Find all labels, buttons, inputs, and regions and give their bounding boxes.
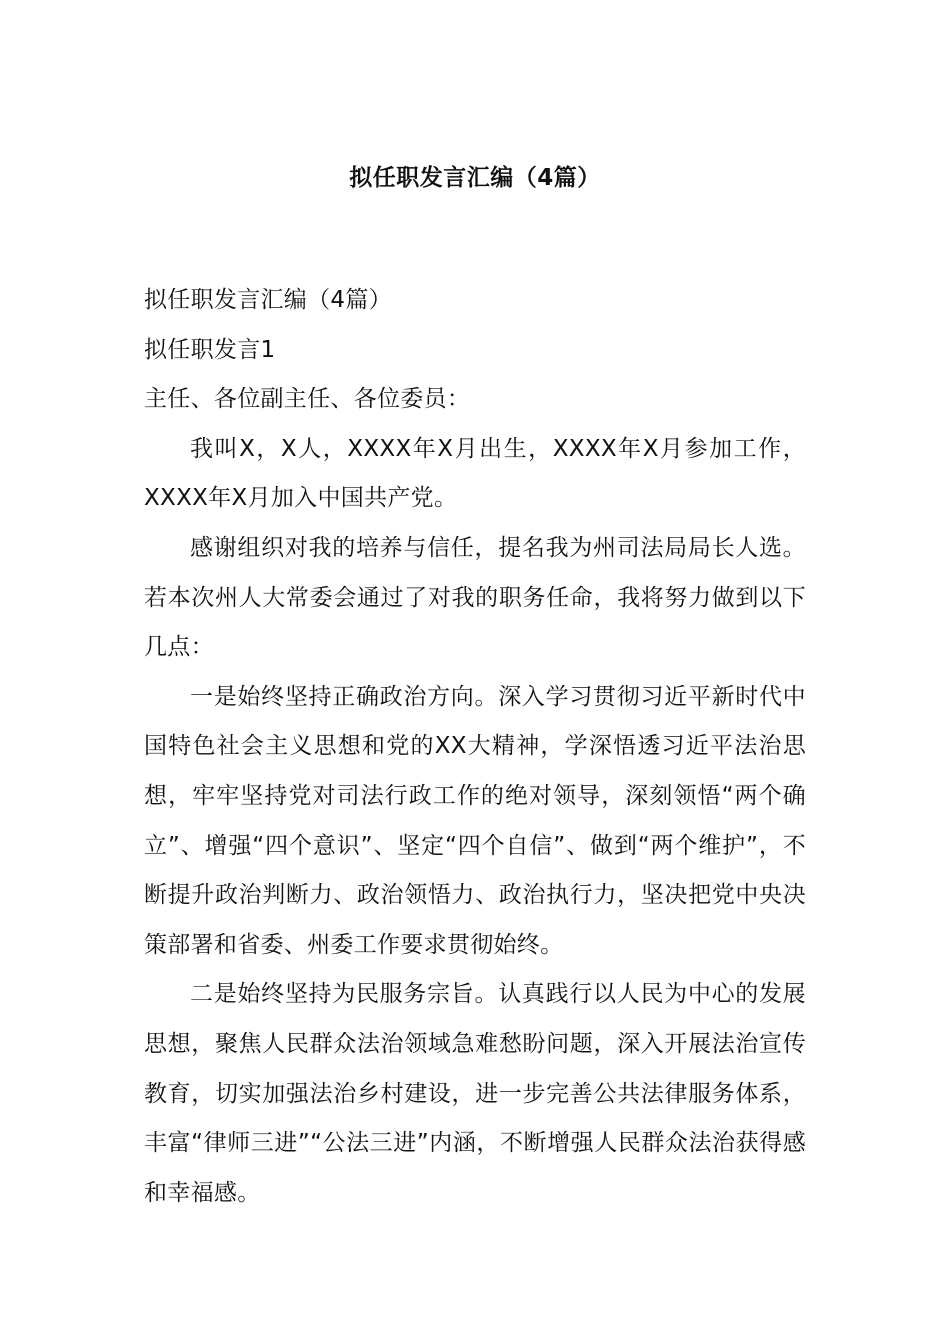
paragraph-gratitude: 感谢组织对我的培养与信任，提名我为州司法局局长人选。若本次州人大常委会通过了对我的职务任命，我将努力做到以下几点： xyxy=(144,534,806,661)
salutation: 主任、各位副主任、各位委员： xyxy=(144,386,471,413)
paragraph-introduction: 我叫X，X人，XXXX年X月出生，XXXX年X月参加工作，XXXX年X月加入中国共产党。 xyxy=(144,435,806,512)
paragraph-point-two: 二是始终坚持为民服务宗旨。认真践行以人民为中心的发展思想，聚焦人民群众法治领域急难愁盼问题，深入开展法治宣传教育，切实加强法治乡村建设，进一步完善公共法律服务体系，丰富“律师三进”“公法三进”内涵，不断增强人民群众法治获得感和幸福感。 xyxy=(144,981,806,1206)
speech-heading: 拟任职发言1 xyxy=(144,336,276,363)
document-title: 拟任职发言汇编（4篇） xyxy=(349,165,601,191)
section-heading: 拟任职发言汇编（4篇） xyxy=(144,287,392,313)
document-body xyxy=(144,276,806,1218)
paragraph-point-one: 一是始终坚持正确政治方向。深入学习贯彻习近平新时代中国特色社会主义思想和党的XX大精神，学深悟透习近平法治思想，牢牢坚持党对司法行政工作的绝对领导，深刻领悟“两个确立”、增强“四个意识”、坚定“四个自信”、做到“两个维护”，不断提升政治判断力、政治领悟力、政治执行力，坚决把党中央决策部署和省委、州委工作要求贯彻始终。 xyxy=(144,683,806,958)
